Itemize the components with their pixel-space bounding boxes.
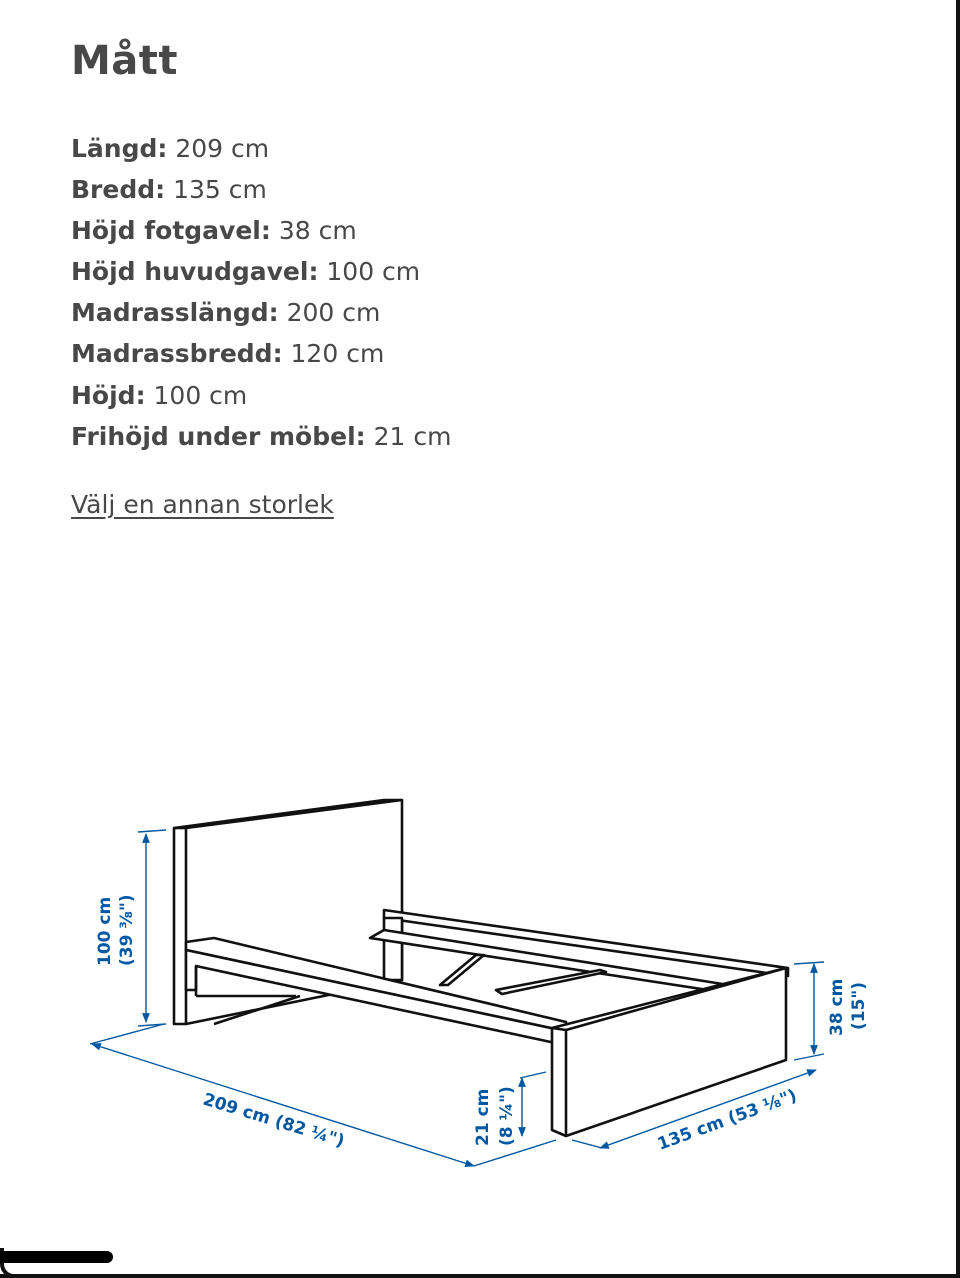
device-frame-edge	[956, 0, 960, 1278]
clearance-inch: (8 ¼")	[497, 1086, 517, 1146]
spec-label: Frihöjd under möbel:	[71, 421, 366, 451]
bed-dimension-diagram	[0, 760, 960, 1200]
headboard-height-cm: 100 cm	[95, 896, 115, 966]
spec-label: Madrasslängd:	[71, 298, 279, 328]
spec-value: 100 cm	[153, 380, 248, 410]
device-frame-edge	[0, 1274, 960, 1278]
footboard-height-cm: 38 cm	[827, 978, 847, 1036]
spec-value: 135 cm	[173, 175, 267, 205]
spec-footboard-height	[71, 210, 451, 251]
length-label: 209 cm (82 ¼")	[200, 1089, 347, 1152]
home-indicator[interactable]	[0, 1251, 113, 1263]
spec-value: 200 cm	[286, 298, 381, 328]
headboard-height-inch: (39 ⅜")	[117, 894, 137, 966]
spec-width	[71, 169, 451, 210]
spec-headboard-height	[71, 251, 451, 292]
spec-mattress-length	[71, 292, 451, 333]
spec-label: Madrassbredd:	[71, 339, 283, 369]
spec-clearance	[71, 416, 451, 457]
spec-value: 120 cm	[290, 339, 385, 369]
spec-label: Bredd:	[71, 175, 166, 205]
bed-illustration	[174, 800, 788, 1136]
spec-value: 100 cm	[326, 257, 421, 287]
choose-other-size-link[interactable]: Välj en annan storlek	[71, 490, 334, 519]
spec-label: Höjd:	[71, 380, 146, 410]
spec-value: 209 cm	[175, 134, 270, 163]
spec-value: 38 cm	[278, 216, 357, 246]
spec-value: 21 cm	[373, 421, 452, 451]
spec-length	[71, 128, 451, 169]
spec-label: Höjd huvudgavel:	[71, 257, 319, 287]
spec-label: Längd:	[71, 134, 168, 163]
page-title: Mått	[71, 38, 179, 84]
spec-label: Höjd fotgavel:	[71, 216, 271, 246]
dimension-list	[71, 128, 451, 457]
width-label: 135 cm (53 ⅛")	[654, 1085, 800, 1155]
clearance-cm: 21 cm	[473, 1088, 493, 1146]
spec-height	[71, 375, 451, 416]
spec-mattress-width	[71, 333, 451, 374]
footboard-height-inch: (15")	[849, 981, 869, 1030]
